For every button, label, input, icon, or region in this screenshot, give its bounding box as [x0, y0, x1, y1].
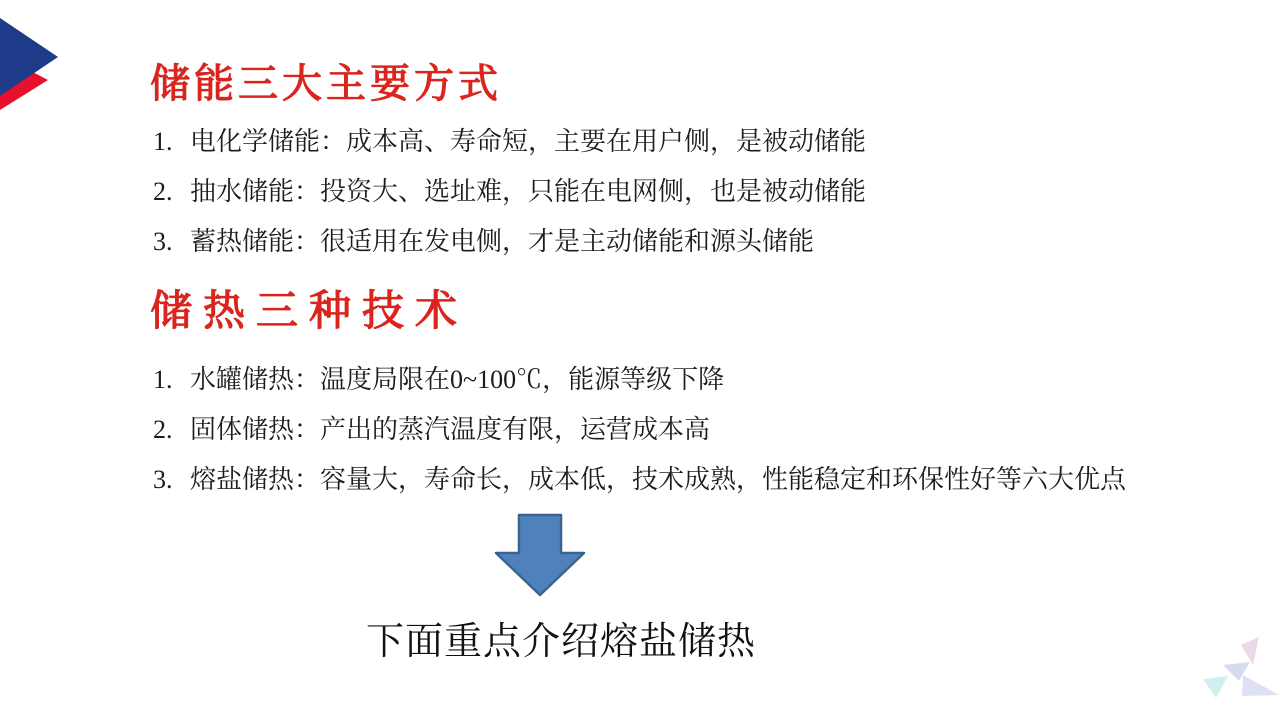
list-item-text: 固体储热：产出的蒸汽温度有限，运营成本高: [190, 415, 711, 444]
list-item: [153, 128, 866, 156]
list-item-number: 1.: [153, 127, 173, 156]
list-item-number: 2.: [153, 177, 173, 206]
conclusion-text: 下面重点介绍熔盐储热: [366, 621, 757, 663]
down-arrow-icon: [494, 513, 586, 597]
list-item: [153, 178, 866, 206]
storage-methods-list: [153, 128, 866, 278]
heat-storage-list: [153, 366, 1126, 516]
section-heading-storage-methods: 储能三大主要方式: [150, 62, 502, 106]
list-item-text: 抽水储能：投资大、选址难，只能在电网侧，也是被动储能: [190, 177, 867, 206]
corner-triangles-icon: [0, 0, 70, 120]
list-item-number: 1.: [153, 365, 173, 394]
list-item: [153, 366, 1126, 394]
list-item: [153, 466, 1126, 494]
list-item-number: 2.: [153, 415, 173, 444]
list-item-number: 3.: [153, 227, 173, 256]
list-item-number: 3.: [153, 465, 173, 494]
list-item-text: 电化学储能：成本高、寿命短，主要在用户侧，是被动储能: [190, 127, 867, 156]
list-item: [153, 416, 1126, 444]
list-item-text: 熔盐储热：容量大，寿命长，成本低，技术成熟，性能稳定和环保性好等六大优点: [190, 465, 1127, 494]
list-item-text: 蓄热储能：很适用在发电侧，才是主动储能和源头储能: [190, 227, 815, 256]
section-heading-heat-storage: 储热三种技术: [150, 287, 469, 334]
pastel-triangles-watermark-icon: [1195, 635, 1280, 700]
list-item: [153, 228, 866, 256]
list-item-text: 水罐储热：温度局限在0~100℃，能源等级下降: [190, 365, 725, 394]
